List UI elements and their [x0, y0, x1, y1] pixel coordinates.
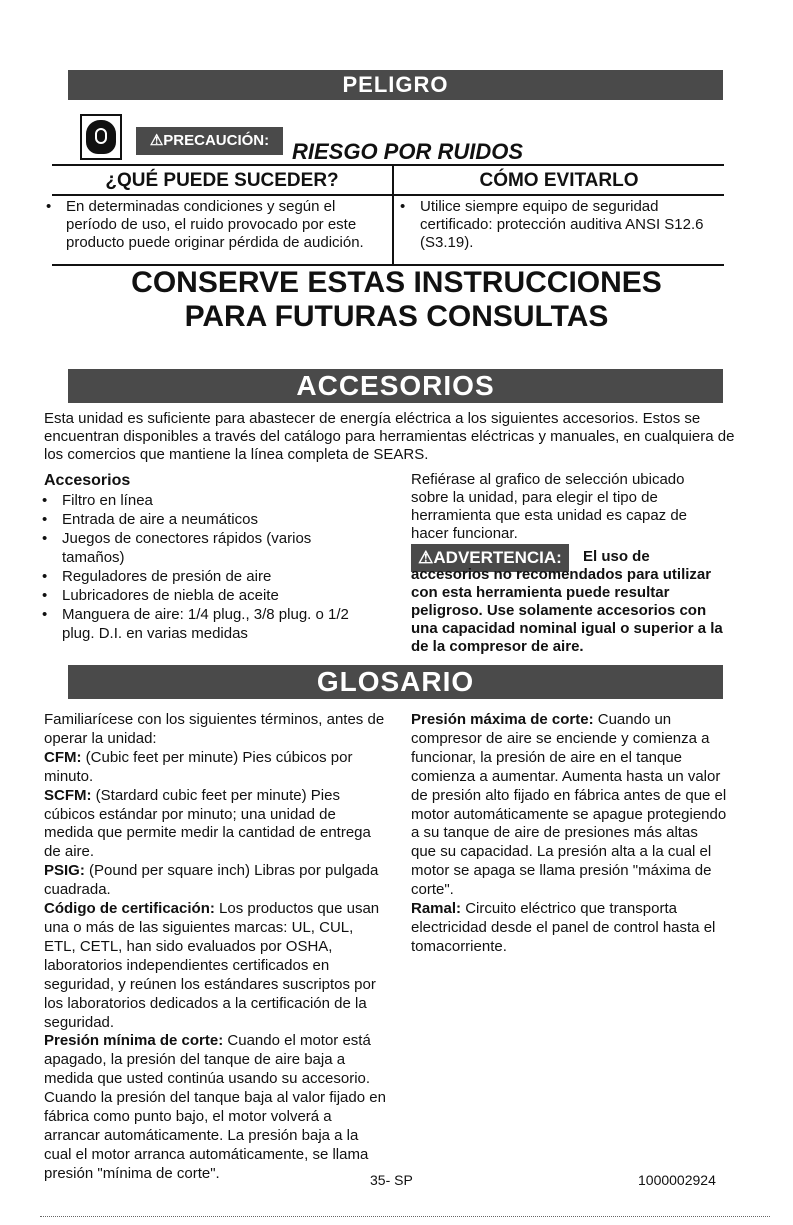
list-item: • Filtro en línea — [36, 491, 356, 510]
how-header: CÓMO EVITARLO — [479, 170, 639, 191]
list-item: • Juegos de conectores rápidos (varios tamaños) — [36, 529, 356, 567]
glossary-term-psig: PSIG: — [44, 862, 85, 880]
glossary-term-ramal: Ramal: — [411, 900, 462, 918]
glossary-header: GLOSARIO — [68, 665, 723, 699]
what-header: ¿QUÉ PUEDE SUCEDER? — [105, 170, 339, 191]
page-number: 35- SP — [370, 1172, 413, 1188]
glossary-def-certification: Los productos que usan una o más de las siguientes marcas: UL, CUL, ETL, CETL, han sido evaluados por OSHA, laboratorios independientes certificados en seguridad, y reúnen los estándares suscriptos por los laboratorios dedicados a la certificación de la seguridad. — [44, 900, 380, 1031]
precaution-badge: ⚠PRECAUCIÓN: — [136, 127, 283, 155]
list-item: • Entrada de aire a neumáticos — [36, 510, 356, 529]
glossary-def-min-pressure: Cuando el motor está apagado, la presión del tanque de aire baja a medida que usted continúa usando su accesorio. Cuando la presión del tanque baja al valor fijado en fábrica como punto bajo, el motor volverá a arrancar automáticamente. La presión baja a la cual el motor arranca automáticamente, se llama presión "mínima de corte". — [44, 1032, 386, 1182]
page-edge-rule — [40, 1216, 770, 1217]
glossary-intro: Familiarícese con los siguientes términos, antes de operar la unidad: — [44, 711, 385, 747]
warning-text: El uso de accesorios no recomendados para utilizar con esta herramienta puede resultar peligroso. Use solamente accesorios con una capacidad nominal igual o superior a la de la compresor de aire. — [411, 548, 723, 655]
glossary-def-psig: (Pound per square inch) Libras por pulgada cuadrada. — [44, 862, 379, 899]
glossary-term-max-pressure: Presión máxima de corte: — [411, 711, 594, 728]
accessories-intro: Esta unidad es suficiente para abastecer de energía eléctrica a los siguientes accesorios. Estos se encuentran disponibles a través del catálogo para herramientas eléctricas y manuales, en cualquiera de los comercios que mantiene la línea completa de SEARS. — [44, 410, 735, 463]
list-item: • Manguera de aire: 1/4 plug., 3/8 plug. o 1/2 plug. D.I. en varias medidas — [36, 605, 356, 643]
glossary-right-column — [411, 711, 727, 957]
glossary-term-min-pressure: Presión mínima de corte: — [44, 1032, 224, 1050]
glossary-term-scfm: SCFM: — [44, 786, 92, 804]
danger-banner: PELIGRO — [68, 70, 723, 100]
glossary-left-column — [44, 711, 389, 1184]
document-code: 1000002924 — [638, 1172, 716, 1188]
how-text: • Utilice siempre equipo de seguridad certificado: protección auditiva ANSI S12.6 (S3.19). — [398, 198, 710, 252]
keep-instructions-line2: PARA FUTURAS CONSULTAS — [184, 300, 609, 333]
accessories-refer-text: Refiérase al grafico de selección ubicado sobre la unidad, para elegir el tipo de herramienta que esta unidad es capaz de hacer funcionar. — [411, 471, 688, 542]
risk-title: RIESGO POR RUIDOS — [292, 139, 524, 164]
keep-instructions-line1: CONSERVE ESTAS INSTRUCCIONES — [131, 266, 662, 299]
glossary-term-certification: Código de certificación: — [44, 900, 215, 918]
table-header-rule — [52, 194, 724, 196]
table-divider — [392, 164, 394, 266]
accessories-header: ACCESORIOS — [68, 369, 723, 403]
glossary-def-max-pressure: Cuando un compresor de aire se enciende y comienza a funcionar, la presión de aire en el tanque comienza a aumentar. Aumenta hasta un valor de presión alto fijado en fábrica antes de que el motor automáticamente se apague protegiendo a su tanque de aire de presiones más altas que su capacidad. La presión alta a la cual el motor se apaga se llama presión "máxima de corte". — [411, 711, 727, 899]
accessories-list — [36, 491, 356, 643]
list-item: • Reguladores de presión de aire — [36, 567, 356, 586]
hearing-protection-icon — [80, 114, 122, 160]
glossary-def-scfm: (Stardard cubic feet per minute) Pies cúbicos estándar por minuto; una unidad de medida que permite medir la cantidad de entrega de aire. — [44, 786, 371, 861]
accessories-list-title: Accesorios — [44, 472, 131, 489]
glossary-def-ramal: Circuito eléctrico que transporta electricidad desde el panel de control hasta el tomacorriente. — [411, 900, 716, 955]
glossary-def-cfm: (Cubic feet per minute) Pies cúbicos por minuto. — [44, 748, 353, 785]
glossary-term-cfm: CFM: — [44, 748, 82, 766]
list-item: • Lubricadores de niebla de aceite — [36, 586, 356, 605]
what-text: • En determinadas condiciones y según el período de uso, el ruido provocado por este producto puede originar pérdida de audición. — [44, 198, 374, 252]
table-top-rule — [52, 164, 724, 166]
warning-badge: ⚠ADVERTENCIA: — [411, 544, 569, 572]
